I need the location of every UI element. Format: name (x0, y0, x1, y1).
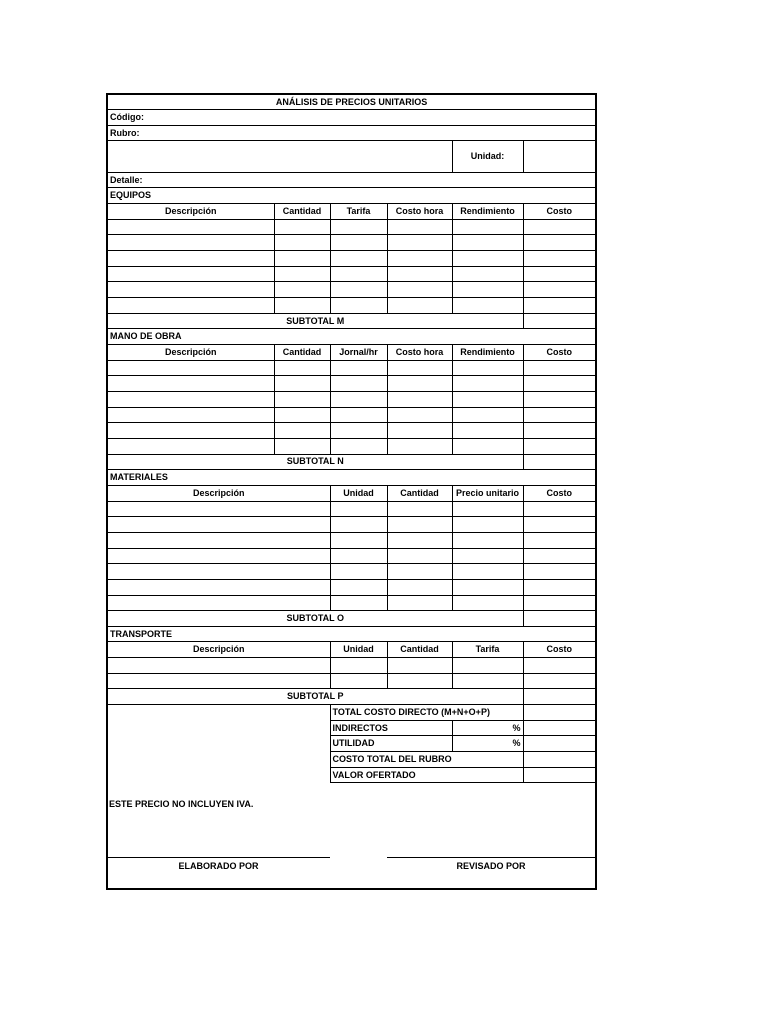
materiales-costo-cell (523, 517, 596, 533)
transporte-header-row (107, 642, 596, 658)
equipos-costo-hora-cell (387, 266, 452, 282)
indirectos-label: INDIRECTOS (330, 720, 452, 736)
materiales-item-row (107, 548, 596, 564)
materiales-item-row (107, 564, 596, 580)
mano-de-obra-descripcion-cell (107, 438, 274, 454)
revisado-signature-line (387, 857, 595, 858)
equipos-descripcion-cell (107, 298, 274, 314)
mano-de-obra-header-costo: Costo (523, 345, 596, 361)
mano-de-obra-rendimiento-cell (452, 438, 523, 454)
equipos-tarifa-cell (330, 235, 387, 251)
materiales-descripcion-cell (107, 532, 330, 548)
transporte-costo-cell (523, 673, 596, 689)
equipos-costo-hora-cell (387, 219, 452, 235)
equipos-costo-cell (523, 219, 596, 235)
equipos-rendimiento-cell (452, 282, 523, 298)
materiales-cantidad-cell (387, 548, 452, 564)
mano-de-obra-cantidad-cell (274, 407, 330, 423)
mano-de-obra-costo-hora-cell (387, 438, 452, 454)
mano-de-obra-jornal-cell (330, 360, 387, 376)
mano-de-obra-rendimiento-cell (452, 391, 523, 407)
unidad-label: Unidad: (452, 141, 523, 172)
materiales-item-row (107, 517, 596, 533)
transporte-cantidad-cell (387, 658, 452, 674)
equipos-header-costo-hora: Costo hora (387, 204, 452, 220)
equipos-cantidad-cell (274, 235, 330, 251)
transporte-header-costo: Costo (523, 642, 596, 658)
iva-note: ESTE PRECIO NO INCLUYEN IVA. (109, 799, 254, 810)
form-title: ANÁLISIS DE PRECIOS UNITARIOS (107, 94, 596, 110)
mano-de-obra-descripcion-cell (107, 376, 274, 392)
mano-de-obra-costo-hora-cell (387, 360, 452, 376)
mano-de-obra-rendimiento-cell (452, 423, 523, 439)
materiales-precio-unitario-cell (452, 548, 523, 564)
mano-de-obra-jornal-cell (330, 438, 387, 454)
mano-de-obra-item-row (107, 360, 596, 376)
materiales-descripcion-cell (107, 579, 330, 595)
materiales-unidad-cell (330, 579, 387, 595)
mano-de-obra-jornal-cell (330, 423, 387, 439)
subtotal-m-value (523, 313, 596, 329)
subtotal-o-value (523, 611, 596, 627)
materiales-unidad-cell (330, 532, 387, 548)
materiales-precio-unitario-cell (452, 579, 523, 595)
transporte-header-unidad: Unidad (330, 642, 387, 658)
transporte-descripcion-cell (107, 673, 330, 689)
materiales-header-precio-unitario: Precio unitario (452, 485, 523, 501)
materiales-descripcion-cell (107, 517, 330, 533)
indirectos-value (523, 720, 596, 736)
equipos-header-descripcion: Descripción (107, 204, 274, 220)
mano-de-obra-cantidad-cell (274, 438, 330, 454)
mano-de-obra-section-title: MANO DE OBRA (107, 329, 596, 345)
equipos-item-row (107, 266, 596, 282)
transporte-section-title: TRANSPORTE (107, 626, 596, 642)
rubro-description-cell (107, 141, 452, 172)
equipos-rendimiento-cell (452, 219, 523, 235)
materiales-unidad-cell (330, 548, 387, 564)
subtotal-p-label: SUBTOTAL P (107, 689, 523, 705)
equipos-item-row (107, 219, 596, 235)
materiales-item-row (107, 579, 596, 595)
materiales-precio-unitario-cell (452, 564, 523, 580)
mano-de-obra-cantidad-cell (274, 360, 330, 376)
equipos-cantidad-cell (274, 219, 330, 235)
transporte-item-row (107, 658, 596, 674)
mano-de-obra-rendimiento-cell (452, 360, 523, 376)
mano-de-obra-costo-cell (523, 423, 596, 439)
transporte-item-row (107, 673, 596, 689)
costo-total-label: COSTO TOTAL DEL RUBRO (330, 752, 523, 768)
mano-de-obra-cantidad-cell (274, 391, 330, 407)
subtotal-p-value (523, 689, 596, 705)
materiales-cantidad-cell (387, 579, 452, 595)
mano-de-obra-jornal-cell (330, 407, 387, 423)
equipos-descripcion-cell (107, 282, 274, 298)
equipos-section-row (107, 188, 596, 204)
materiales-unidad-cell (330, 564, 387, 580)
materiales-header-row (107, 485, 596, 501)
total-costo-directo-value (523, 705, 596, 721)
transporte-tarifa-cell (452, 658, 523, 674)
rubro-row (107, 125, 596, 141)
subtotal-m-label: SUBTOTAL M (107, 313, 523, 329)
mano-de-obra-section-row (107, 329, 596, 345)
materiales-descripcion-cell (107, 501, 330, 517)
mano-de-obra-jornal-cell (330, 376, 387, 392)
mano-de-obra-costo-hora-cell (387, 376, 452, 392)
valor-ofertado-value (523, 767, 596, 783)
equipos-rendimiento-cell (452, 235, 523, 251)
equipos-costo-hora-cell (387, 235, 452, 251)
mano-de-obra-costo-hora-cell (387, 423, 452, 439)
materiales-cantidad-cell (387, 517, 452, 533)
materiales-unidad-cell (330, 501, 387, 517)
mano-de-obra-descripcion-cell (107, 391, 274, 407)
codigo-row (107, 110, 596, 126)
equipos-header-row (107, 204, 596, 220)
materiales-item-row (107, 532, 596, 548)
equipos-rendimiento-cell (452, 298, 523, 314)
mano-de-obra-descripcion-cell (107, 407, 274, 423)
total-costo-directo-label: TOTAL COSTO DIRECTO (M+N+O+P) (330, 705, 523, 721)
mano-de-obra-item-row (107, 391, 596, 407)
mano-de-obra-item-row (107, 407, 596, 423)
footer-area (107, 783, 596, 889)
materiales-unidad-cell (330, 517, 387, 533)
mano-de-obra-rendimiento-cell (452, 376, 523, 392)
equipos-cantidad-cell (274, 251, 330, 267)
mano-de-obra-rendimiento-cell (452, 407, 523, 423)
indirectos-percent: % (452, 720, 523, 736)
mano-de-obra-header-rendimiento: Rendimiento (452, 345, 523, 361)
equipos-rendimiento-cell (452, 266, 523, 282)
transporte-unidad-cell (330, 673, 387, 689)
rubro-label: Rubro: (107, 125, 596, 141)
mano-de-obra-costo-hora-cell (387, 391, 452, 407)
materiales-costo-cell (523, 501, 596, 517)
mano-de-obra-header-row (107, 345, 596, 361)
transporte-section-row (107, 626, 596, 642)
subtotal-m-row (107, 313, 596, 329)
equipos-cantidad-cell (274, 282, 330, 298)
codigo-label: Código: (107, 110, 596, 126)
materiales-cantidad-cell (387, 501, 452, 517)
elaborado-signature-line (107, 857, 330, 858)
transporte-unidad-cell (330, 658, 387, 674)
equipos-tarifa-cell (330, 251, 387, 267)
unit-price-analysis-form (106, 93, 597, 890)
equipos-cantidad-cell (274, 298, 330, 314)
equipos-costo-hora-cell (387, 251, 452, 267)
mano-de-obra-header-jornal: Jornal/hr (330, 345, 387, 361)
materiales-section-title: MATERIALES (107, 470, 596, 486)
equipos-header-tarifa: Tarifa (330, 204, 387, 220)
mano-de-obra-cantidad-cell (274, 423, 330, 439)
transporte-costo-cell (523, 658, 596, 674)
transporte-descripcion-cell (107, 658, 330, 674)
materiales-precio-unitario-cell (452, 532, 523, 548)
materiales-cantidad-cell (387, 595, 452, 611)
utilidad-label: UTILIDAD (330, 736, 452, 752)
materiales-precio-unitario-cell (452, 501, 523, 517)
mano-de-obra-item-row (107, 438, 596, 454)
equipos-tarifa-cell (330, 219, 387, 235)
equipos-costo-hora-cell (387, 282, 452, 298)
transporte-tarifa-cell (452, 673, 523, 689)
materiales-cantidad-cell (387, 532, 452, 548)
materiales-costo-cell (523, 564, 596, 580)
detalle-label: Detalle: (107, 172, 596, 188)
subtotal-o-label: SUBTOTAL O (107, 611, 523, 627)
total-costo-directo-row (107, 705, 596, 721)
equipos-item-row (107, 298, 596, 314)
mano-de-obra-item-row (107, 376, 596, 392)
elaborado-por-label: ELABORADO POR (178, 861, 259, 872)
equipos-header-rendimiento: Rendimiento (452, 204, 523, 220)
detalle-row (107, 172, 596, 188)
equipos-descripcion-cell (107, 219, 274, 235)
utilidad-percent: % (452, 736, 523, 752)
equipos-header-costo: Costo (523, 204, 596, 220)
mano-de-obra-descripcion-cell (107, 423, 274, 439)
mano-de-obra-costo-cell (523, 360, 596, 376)
materiales-cantidad-cell (387, 564, 452, 580)
equipos-costo-cell (523, 235, 596, 251)
materiales-header-cantidad: Cantidad (387, 485, 452, 501)
subtotal-p-row (107, 689, 596, 705)
materiales-unidad-cell (330, 595, 387, 611)
equipos-tarifa-cell (330, 298, 387, 314)
mano-de-obra-costo-hora-cell (387, 407, 452, 423)
footer-row (107, 783, 596, 889)
mano-de-obra-costo-cell (523, 391, 596, 407)
mano-de-obra-descripcion-cell (107, 360, 274, 376)
utilidad-value (523, 736, 596, 752)
title-row (107, 94, 596, 110)
equipos-item-row (107, 282, 596, 298)
revisado-por-label: REVISADO POR (456, 861, 526, 872)
subtotal-n-row (107, 454, 596, 470)
mano-de-obra-costo-cell (523, 407, 596, 423)
mano-de-obra-header-costo-hora: Costo hora (387, 345, 452, 361)
valor-ofertado-label: VALOR OFERTADO (330, 767, 523, 783)
materiales-costo-cell (523, 579, 596, 595)
equipos-costo-cell (523, 282, 596, 298)
equipos-section-title: EQUIPOS (107, 188, 596, 204)
equipos-costo-cell (523, 298, 596, 314)
equipos-descripcion-cell (107, 266, 274, 282)
equipos-descripcion-cell (107, 235, 274, 251)
equipos-cantidad-cell (274, 266, 330, 282)
materiales-costo-cell (523, 595, 596, 611)
equipos-item-row (107, 251, 596, 267)
subtotal-o-row (107, 611, 596, 627)
materiales-section-row (107, 470, 596, 486)
materiales-item-row (107, 501, 596, 517)
materiales-costo-cell (523, 532, 596, 548)
equipos-costo-cell (523, 251, 596, 267)
equipos-tarifa-cell (330, 282, 387, 298)
mano-de-obra-cantidad-cell (274, 376, 330, 392)
unidad-value-cell (523, 141, 596, 172)
mano-de-obra-costo-cell (523, 376, 596, 392)
mano-de-obra-item-row (107, 423, 596, 439)
footer-content (108, 783, 595, 887)
summary-blank-area (107, 705, 330, 783)
transporte-header-descripcion: Descripción (107, 642, 330, 658)
equipos-item-row (107, 235, 596, 251)
equipos-tarifa-cell (330, 266, 387, 282)
equipos-descripcion-cell (107, 251, 274, 267)
materiales-precio-unitario-cell (452, 595, 523, 611)
subtotal-n-label: SUBTOTAL N (107, 454, 523, 470)
materiales-precio-unitario-cell (452, 517, 523, 533)
materiales-header-unidad: Unidad (330, 485, 387, 501)
mano-de-obra-jornal-cell (330, 391, 387, 407)
materiales-descripcion-cell (107, 595, 330, 611)
transporte-header-cantidad: Cantidad (387, 642, 452, 658)
equipos-rendimiento-cell (452, 251, 523, 267)
materiales-item-row (107, 595, 596, 611)
materiales-descripcion-cell (107, 548, 330, 564)
unidad-row (107, 141, 596, 172)
materiales-costo-cell (523, 548, 596, 564)
equipos-costo-cell (523, 266, 596, 282)
subtotal-n-value (523, 454, 596, 470)
costo-total-value (523, 752, 596, 768)
mano-de-obra-header-cantidad: Cantidad (274, 345, 330, 361)
transporte-header-tarifa: Tarifa (452, 642, 523, 658)
mano-de-obra-header-descripcion: Descripción (107, 345, 274, 361)
materiales-descripcion-cell (107, 564, 330, 580)
materiales-header-descripcion: Descripción (107, 485, 330, 501)
mano-de-obra-costo-cell (523, 438, 596, 454)
transporte-cantidad-cell (387, 673, 452, 689)
equipos-header-cantidad: Cantidad (274, 204, 330, 220)
materiales-header-costo: Costo (523, 485, 596, 501)
equipos-costo-hora-cell (387, 298, 452, 314)
